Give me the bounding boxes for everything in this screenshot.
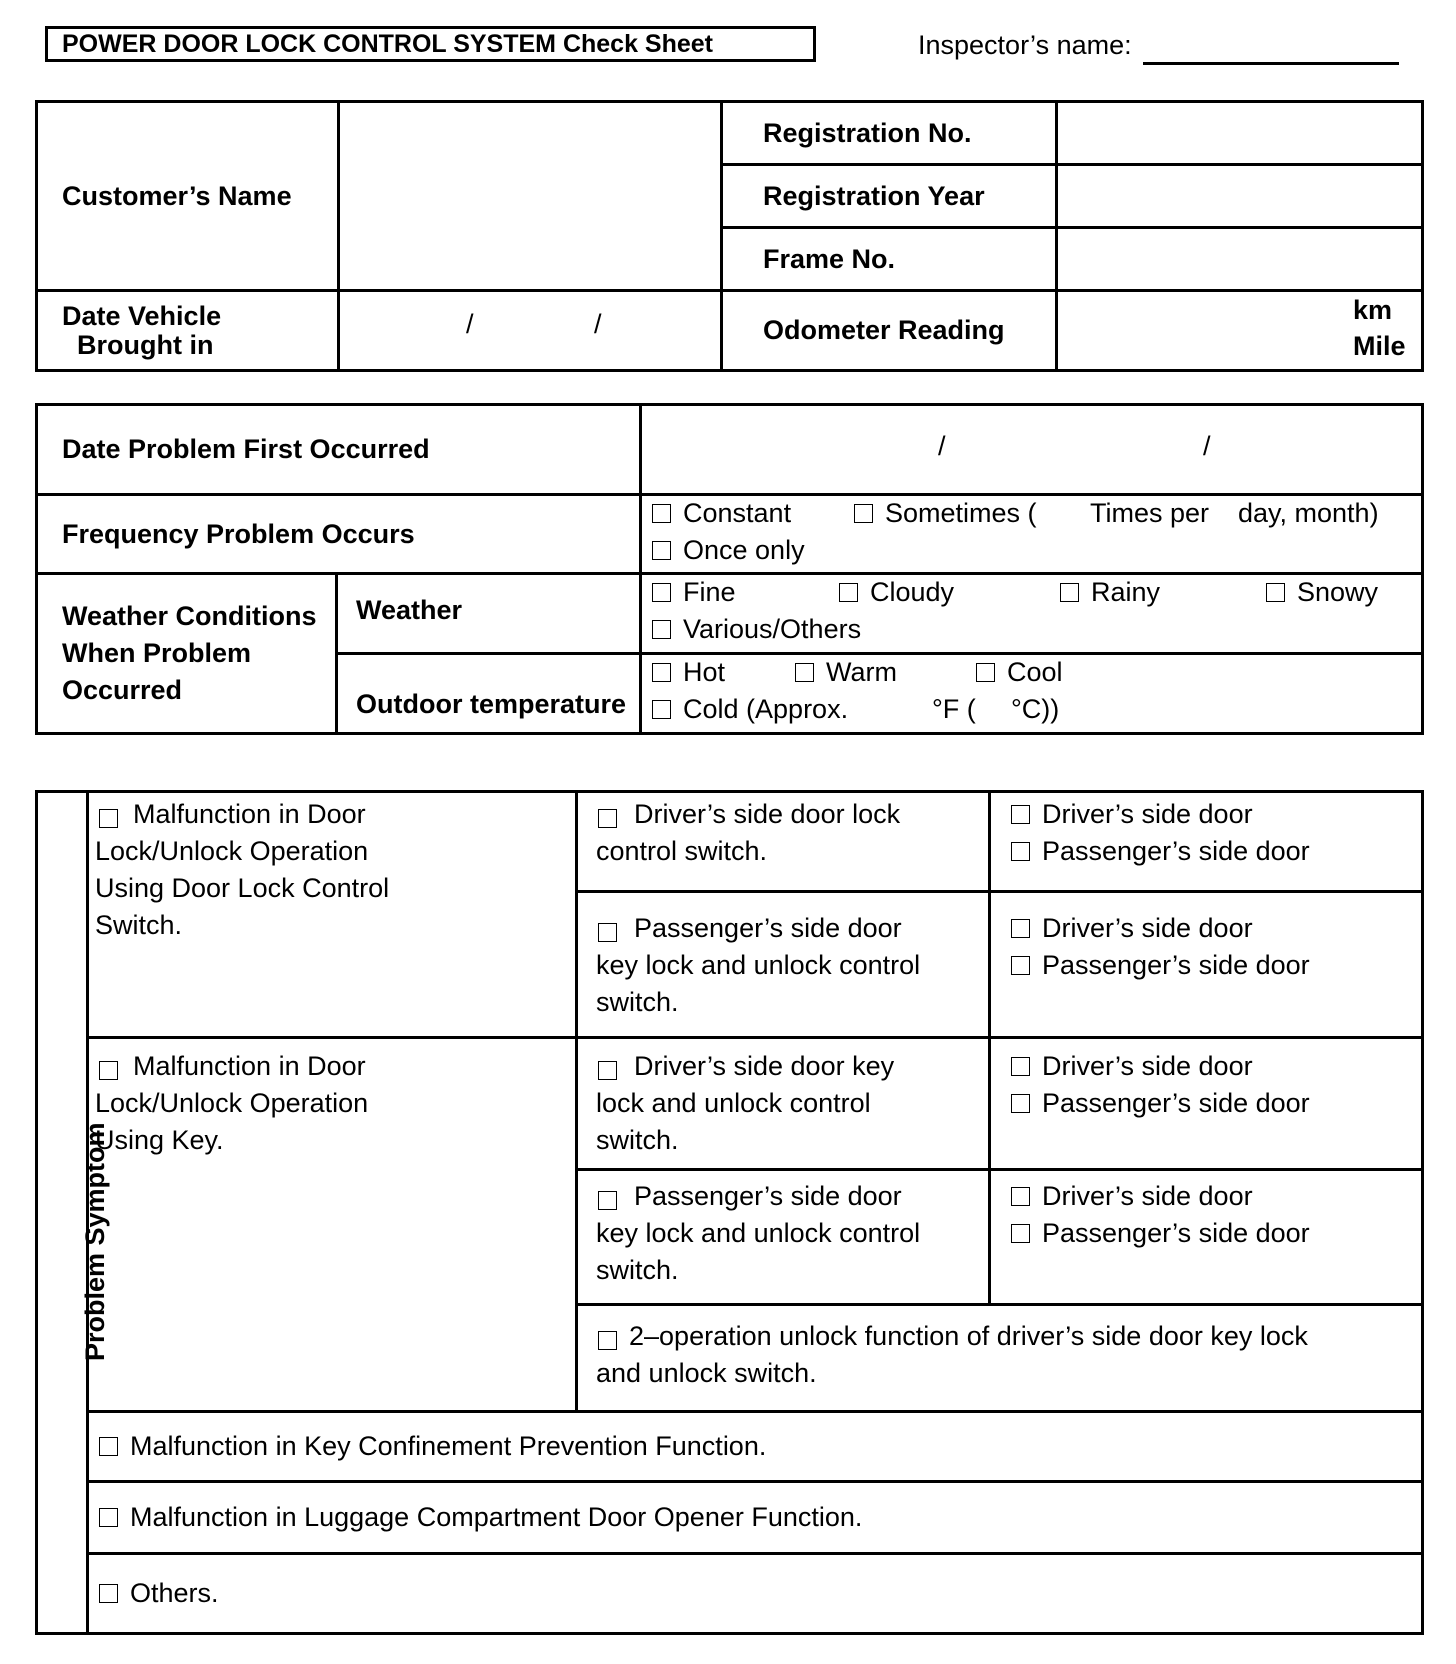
checkbox[interactable]	[1011, 956, 1030, 975]
passenger-side-door-option[interactable]: Passenger’s side door	[1011, 836, 1310, 867]
frame-no-label: Frame No.	[722, 228, 1057, 291]
checkbox[interactable]	[839, 583, 858, 602]
driver-side-door-option[interactable]: Driver’s side door	[1011, 799, 1253, 830]
checkbox[interactable]	[652, 663, 671, 682]
temp-cool-option[interactable]: Cool	[976, 657, 1063, 688]
two-operation-unlock-text: and unlock switch.	[596, 1358, 817, 1388]
key-confinement-cell	[88, 1412, 1423, 1482]
driver-lock-switch-text: Driver’s side door lock	[634, 799, 901, 829]
problem-conditions-table	[35, 403, 1424, 735]
registration-no-field[interactable]	[1057, 102, 1423, 165]
checkbox[interactable]	[1011, 842, 1030, 861]
temp-celsius-unit: °C))	[1011, 693, 1060, 724]
checkbox[interactable]	[99, 1508, 118, 1527]
switch-malfunction-text: Malfunction in Door	[133, 799, 366, 829]
driver-side-door-option[interactable]: Driver’s side door	[1011, 1181, 1253, 1212]
odometer-label: Odometer Reading	[722, 291, 1057, 371]
date-separator: /	[466, 308, 474, 339]
switch-malfunction-cell	[88, 792, 577, 1038]
checkbox[interactable]	[854, 504, 873, 523]
checkbox[interactable]	[1011, 1224, 1030, 1243]
door-options-cell	[990, 792, 1423, 892]
temp-cold-option[interactable]: Cold (Approx.	[652, 694, 848, 725]
checkbox[interactable]	[99, 1437, 118, 1456]
inspector-name-label: Inspector’s name:	[918, 30, 1132, 60]
luggage-opener-cell	[88, 1482, 1423, 1554]
checkbox[interactable]	[1011, 919, 1030, 938]
checkbox[interactable]	[795, 663, 814, 682]
passenger-key-switch-text: Passenger’s side door	[634, 1181, 902, 1211]
problem-symptom-table	[35, 790, 1424, 1635]
temp-hot-option[interactable]: Hot	[652, 657, 725, 688]
unit-km: km	[1353, 294, 1393, 325]
luggage-opener-text: Malfunction in Luggage Compartment Door Opener Function.	[130, 1502, 863, 1532]
frame-no-field[interactable]	[1057, 228, 1423, 291]
driver-key-switch-cell	[577, 1038, 990, 1170]
checkbox[interactable]	[99, 1584, 118, 1603]
weather-snowy-option[interactable]: Snowy	[1266, 577, 1378, 608]
others-text: Others.	[130, 1578, 219, 1608]
passenger-key-switch-text: key lock and unlock control	[596, 1218, 921, 1248]
door-options-cell	[990, 1038, 1423, 1170]
driver-side-door-option[interactable]: Driver’s side door	[1011, 1051, 1253, 1082]
weather-cloudy-option[interactable]: Cloudy	[839, 577, 954, 608]
registration-year-label: Registration Year	[722, 165, 1057, 228]
checkbox[interactable]	[652, 700, 671, 719]
freq-day-month: day, month)	[1238, 497, 1379, 528]
two-operation-unlock-cell	[577, 1305, 1423, 1412]
checkbox[interactable]	[598, 1191, 617, 1210]
door-options-cell	[990, 1170, 1423, 1305]
two-operation-unlock-text: 2–operation unlock function of driver’s side door key lock	[629, 1321, 1308, 1351]
key-malfunction-text: Malfunction in Door	[133, 1051, 366, 1081]
temperature-options	[641, 654, 1423, 734]
vehicle-info-table	[35, 100, 1424, 372]
switch-malfunction-text: Using Door Lock Control	[95, 873, 390, 903]
driver-lock-switch-cell	[577, 792, 990, 892]
switch-malfunction-text: Switch.	[95, 910, 183, 940]
freq-constant-option[interactable]: Constant	[652, 498, 791, 529]
outdoor-temperature-label: Outdoor temperature	[337, 654, 641, 734]
problem-symptom-label: Problem Symptom	[80, 1122, 110, 1361]
date-first-occurred-field[interactable]	[641, 405, 1423, 495]
weather-conditions-label: Weather Conditions When Problem Occurred	[37, 574, 337, 734]
freq-once-option[interactable]: Once only	[652, 535, 805, 566]
date-separator: /	[594, 308, 602, 339]
passenger-side-door-option[interactable]: Passenger’s side door	[1011, 1218, 1310, 1249]
customer-name-label: Customer’s Name	[37, 102, 339, 291]
date-separator: /	[1203, 430, 1211, 461]
checkbox[interactable]	[598, 923, 617, 942]
freq-times-per: Times per	[1090, 497, 1210, 528]
check-sheet-title: POWER DOOR LOCK CONTROL SYSTEM Check Sheet	[45, 26, 816, 62]
customer-name-field[interactable]	[339, 102, 722, 291]
problem-symptom-sidebar	[37, 792, 110, 1634]
driver-lock-switch-text: control switch.	[596, 836, 768, 866]
date-vehicle-brought-field[interactable]	[339, 291, 722, 371]
driver-key-switch-text: Driver’s side door key	[634, 1051, 895, 1081]
checkbox[interactable]	[1011, 1187, 1030, 1206]
checkbox[interactable]	[99, 809, 118, 828]
weather-options	[641, 574, 1423, 654]
checkbox[interactable]	[1060, 583, 1079, 602]
checkbox[interactable]	[652, 620, 671, 639]
inspector-name-field[interactable]	[1143, 62, 1399, 65]
temp-fahrenheit-unit: °F (	[932, 693, 976, 724]
weather-label: Weather	[337, 574, 641, 654]
date-vehicle-brought-label: Date Vehicle Brought in	[37, 291, 339, 371]
checkbox[interactable]	[1011, 805, 1030, 824]
weather-fine-option[interactable]: Fine	[652, 577, 736, 608]
weather-various-option[interactable]: Various/Others	[652, 614, 861, 645]
passenger-key-switch-text: switch.	[596, 1255, 679, 1285]
door-options-cell	[990, 892, 1423, 1038]
passenger-key-switch-cell	[577, 1170, 990, 1305]
frequency-label: Frequency Problem Occurs	[37, 495, 641, 574]
unit-mile: Mile	[1353, 330, 1406, 361]
passenger-key-switch-text: key lock and unlock control	[596, 950, 921, 980]
passenger-key-switch-text: Passenger’s side door	[634, 913, 902, 943]
key-malfunction-text: Using Key.	[95, 1125, 224, 1155]
checkbox[interactable]	[652, 583, 671, 602]
checkbox[interactable]	[598, 1061, 617, 1080]
driver-side-door-option[interactable]: Driver’s side door	[1011, 913, 1253, 944]
checkbox[interactable]	[598, 1331, 617, 1350]
checkbox[interactable]	[1011, 1094, 1030, 1113]
passenger-key-switch-text: switch.	[596, 987, 679, 1017]
frequency-options	[641, 495, 1423, 574]
checkbox[interactable]	[1266, 583, 1285, 602]
passenger-side-door-option[interactable]: Passenger’s side door	[1011, 1088, 1310, 1119]
key-malfunction-cell	[88, 1038, 577, 1412]
passenger-side-door-option[interactable]: Passenger’s side door	[1011, 950, 1310, 981]
checkbox[interactable]	[1011, 1057, 1030, 1076]
date-separator: /	[938, 430, 946, 461]
others-cell	[88, 1554, 1423, 1634]
registration-no-label: Registration No.	[722, 102, 1057, 165]
key-confinement-text: Malfunction in Key Confinement Prevention Function.	[130, 1431, 767, 1461]
driver-key-switch-text: lock and unlock control	[596, 1088, 871, 1118]
registration-year-field[interactable]	[1057, 165, 1423, 228]
checkbox[interactable]	[652, 504, 671, 523]
switch-malfunction-text: Lock/Unlock Operation	[95, 836, 369, 866]
checkbox[interactable]	[598, 809, 617, 828]
temp-warm-option[interactable]: Warm	[795, 657, 897, 688]
checkbox[interactable]	[99, 1061, 118, 1080]
passenger-key-switch-cell	[577, 892, 990, 1038]
weather-rainy-option[interactable]: Rainy	[1060, 577, 1160, 608]
checkbox[interactable]	[652, 541, 671, 560]
odometer-field[interactable]	[1057, 291, 1423, 371]
date-first-occurred-label: Date Problem First Occurred	[37, 405, 641, 495]
driver-key-switch-text: switch.	[596, 1125, 679, 1155]
key-malfunction-text: Lock/Unlock Operation	[95, 1088, 369, 1118]
freq-sometimes-option[interactable]: Sometimes (	[854, 498, 1037, 529]
checkbox[interactable]	[976, 663, 995, 682]
